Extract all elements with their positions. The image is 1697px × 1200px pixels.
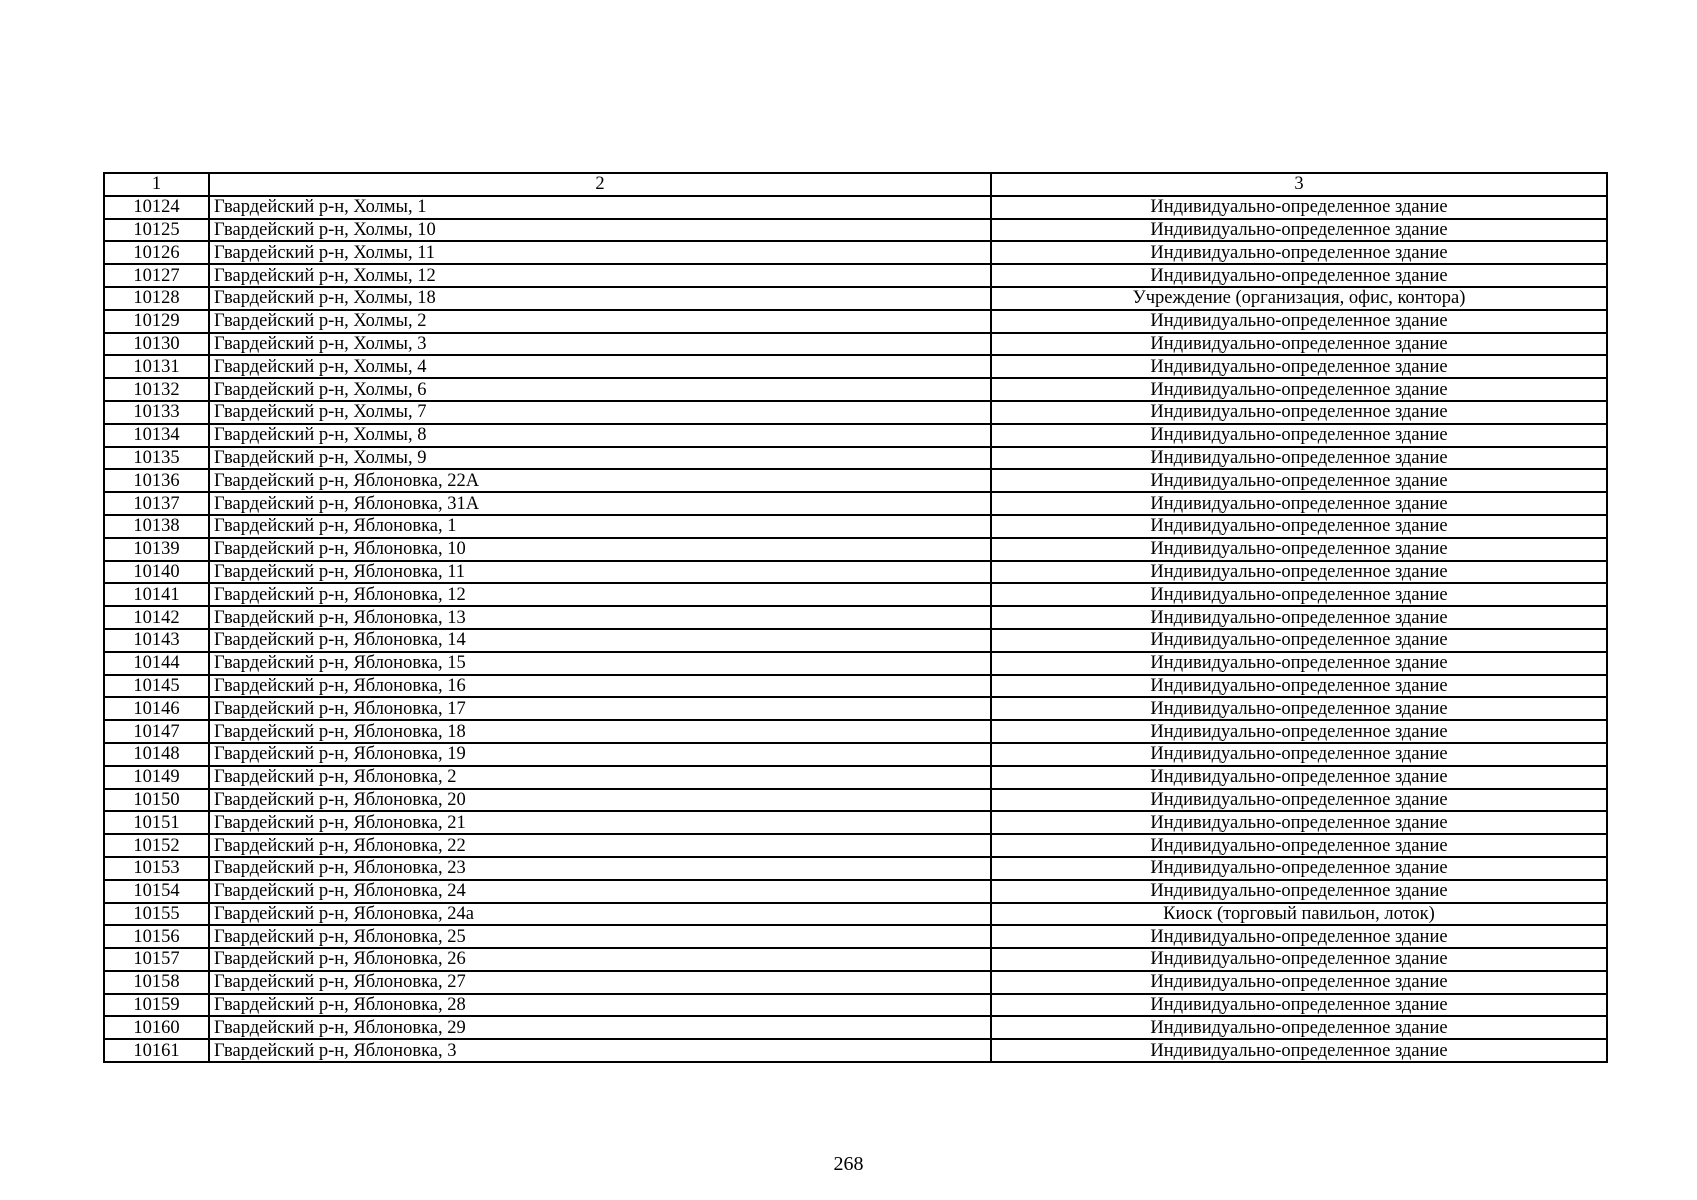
address-cell: Гвардейский р-н, Яблоновка, 3 (209, 1039, 991, 1062)
row-number-cell: 10124 (104, 196, 209, 219)
table-row (104, 1016, 1607, 1039)
table-row (104, 241, 1607, 264)
table-row (104, 583, 1607, 606)
row-number-cell: 10127 (104, 264, 209, 287)
address-cell: Гвардейский р-н, Яблоновка, 22 (209, 834, 991, 857)
table-row (104, 629, 1607, 652)
object-type-cell: Индивидуально-определенное здание (991, 378, 1607, 401)
row-number-cell: 10153 (104, 857, 209, 880)
address-cell: Гвардейский р-н, Яблоновка, 10 (209, 538, 991, 561)
address-cell: Гвардейский р-н, Холмы, 4 (209, 355, 991, 378)
header-cell-address: 2 (209, 173, 991, 196)
object-type-cell: Индивидуально-определенное здание (991, 880, 1607, 903)
row-number-cell: 10152 (104, 834, 209, 857)
table-row (104, 538, 1607, 561)
object-type-cell: Индивидуально-определенное здание (991, 583, 1607, 606)
row-number-cell: 10126 (104, 241, 209, 264)
address-cell: Гвардейский р-н, Яблоновка, 28 (209, 994, 991, 1017)
address-cell: Гвардейский р-н, Яблоновка, 14 (209, 629, 991, 652)
address-cell: Гвардейский р-н, Яблоновка, 18 (209, 720, 991, 743)
row-number-cell: 10147 (104, 720, 209, 743)
row-number-cell: 10136 (104, 469, 209, 492)
object-type-cell: Индивидуально-определенное здание (991, 629, 1607, 652)
table-row (104, 447, 1607, 470)
address-cell: Гвардейский р-н, Холмы, 8 (209, 424, 991, 447)
table-row (104, 355, 1607, 378)
row-number-cell: 10132 (104, 378, 209, 401)
object-type-cell: Индивидуально-определенное здание (991, 925, 1607, 948)
table-row (104, 515, 1607, 538)
table-row (104, 925, 1607, 948)
table-row (104, 675, 1607, 698)
object-type-cell: Индивидуально-определенное здание (991, 401, 1607, 424)
object-type-cell: Индивидуально-определенное здание (991, 971, 1607, 994)
table-row (104, 697, 1607, 720)
row-number-cell: 10150 (104, 789, 209, 812)
object-type-cell: Индивидуально-определенное здание (991, 310, 1607, 333)
row-number-cell: 10131 (104, 355, 209, 378)
object-type-cell: Индивидуально-определенное здание (991, 675, 1607, 698)
row-number-cell: 10137 (104, 492, 209, 515)
object-type-cell: Индивидуально-определенное здание (991, 196, 1607, 219)
table-header-row (104, 173, 1607, 196)
address-cell: Гвардейский р-н, Холмы, 18 (209, 287, 991, 310)
table-row (104, 652, 1607, 675)
row-number-cell: 10154 (104, 880, 209, 903)
object-type-cell: Индивидуально-определенное здание (991, 241, 1607, 264)
object-type-cell: Индивидуально-определенное здание (991, 743, 1607, 766)
table-row (104, 606, 1607, 629)
address-cell: Гвардейский р-н, Яблоновка, 31А (209, 492, 991, 515)
object-type-cell: Индивидуально-определенное здание (991, 333, 1607, 356)
address-cell: Гвардейский р-н, Яблоновка, 12 (209, 583, 991, 606)
table-row (104, 219, 1607, 242)
row-number-cell: 10149 (104, 766, 209, 789)
row-number-cell: 10133 (104, 401, 209, 424)
table-row (104, 880, 1607, 903)
header-cell-type: 3 (991, 173, 1607, 196)
address-table (103, 172, 1608, 1063)
object-type-cell: Индивидуально-определенное здание (991, 606, 1607, 629)
address-cell: Гвардейский р-н, Яблоновка, 20 (209, 789, 991, 812)
object-type-cell: Индивидуально-определенное здание (991, 994, 1607, 1017)
object-type-cell: Индивидуально-определенное здание (991, 948, 1607, 971)
address-cell: Гвардейский р-н, Яблоновка, 22А (209, 469, 991, 492)
address-cell: Гвардейский р-н, Холмы, 9 (209, 447, 991, 470)
header-cell-number: 1 (104, 173, 209, 196)
row-number-cell: 10139 (104, 538, 209, 561)
table-row (104, 378, 1607, 401)
row-number-cell: 10142 (104, 606, 209, 629)
address-cell: Гвардейский р-н, Яблоновка, 17 (209, 697, 991, 720)
row-number-cell: 10135 (104, 447, 209, 470)
address-cell: Гвардейский р-н, Яблоновка, 2 (209, 766, 991, 789)
table-row (104, 469, 1607, 492)
row-number-cell: 10129 (104, 310, 209, 333)
object-type-cell: Индивидуально-определенное здание (991, 469, 1607, 492)
row-number-cell: 10145 (104, 675, 209, 698)
object-type-cell: Индивидуально-определенное здание (991, 720, 1607, 743)
address-cell: Гвардейский р-н, Яблоновка, 19 (209, 743, 991, 766)
table-row (104, 492, 1607, 515)
table-row (104, 903, 1607, 926)
row-number-cell: 10157 (104, 948, 209, 971)
object-type-cell: Индивидуально-определенное здание (991, 834, 1607, 857)
object-type-cell: Индивидуально-определенное здание (991, 697, 1607, 720)
table-row (104, 789, 1607, 812)
address-cell: Гвардейский р-н, Холмы, 6 (209, 378, 991, 401)
address-cell: Гвардейский р-н, Яблоновка, 29 (209, 1016, 991, 1039)
table-row (104, 948, 1607, 971)
address-cell: Гвардейский р-н, Яблоновка, 11 (209, 561, 991, 584)
table-row (104, 811, 1607, 834)
object-type-cell: Индивидуально-определенное здание (991, 264, 1607, 287)
address-cell: Гвардейский р-н, Холмы, 10 (209, 219, 991, 242)
row-number-cell: 10160 (104, 1016, 209, 1039)
row-number-cell: 10146 (104, 697, 209, 720)
address-cell: Гвардейский р-н, Холмы, 3 (209, 333, 991, 356)
address-cell: Гвардейский р-н, Яблоновка, 16 (209, 675, 991, 698)
table-row (104, 834, 1607, 857)
row-number-cell: 10143 (104, 629, 209, 652)
address-cell: Гвардейский р-н, Холмы, 2 (209, 310, 991, 333)
row-number-cell: 10141 (104, 583, 209, 606)
object-type-cell: Индивидуально-определенное здание (991, 1016, 1607, 1039)
table-row (104, 720, 1607, 743)
row-number-cell: 10128 (104, 287, 209, 310)
row-number-cell: 10158 (104, 971, 209, 994)
object-type-cell: Учреждение (организация, офис, контора) (991, 287, 1607, 310)
row-number-cell: 10155 (104, 903, 209, 926)
row-number-cell: 10159 (104, 994, 209, 1017)
address-cell: Гвардейский р-н, Яблоновка, 1 (209, 515, 991, 538)
address-cell: Гвардейский р-н, Яблоновка, 26 (209, 948, 991, 971)
row-number-cell: 10161 (104, 1039, 209, 1062)
object-type-cell: Индивидуально-определенное здание (991, 447, 1607, 470)
address-table-body (104, 173, 1607, 1062)
address-cell: Гвардейский р-н, Яблоновка, 27 (209, 971, 991, 994)
table-row (104, 264, 1607, 287)
table-row (104, 994, 1607, 1017)
row-number-cell: 10140 (104, 561, 209, 584)
address-cell: Гвардейский р-н, Яблоновка, 25 (209, 925, 991, 948)
table-row (104, 287, 1607, 310)
address-cell: Гвардейский р-н, Яблоновка, 24 (209, 880, 991, 903)
address-cell: Гвардейский р-н, Яблоновка, 21 (209, 811, 991, 834)
table-row (104, 857, 1607, 880)
row-number-cell: 10148 (104, 743, 209, 766)
object-type-cell: Индивидуально-определенное здание (991, 492, 1607, 515)
address-cell: Гвардейский р-н, Холмы, 12 (209, 264, 991, 287)
address-cell: Гвардейский р-н, Холмы, 1 (209, 196, 991, 219)
table-row (104, 196, 1607, 219)
object-type-cell: Индивидуально-определенное здание (991, 789, 1607, 812)
address-cell: Гвардейский р-н, Яблоновка, 23 (209, 857, 991, 880)
address-cell: Гвардейский р-н, Холмы, 7 (209, 401, 991, 424)
table-row (104, 333, 1607, 356)
object-type-cell: Индивидуально-определенное здание (991, 219, 1607, 242)
row-number-cell: 10134 (104, 424, 209, 447)
row-number-cell: 10151 (104, 811, 209, 834)
page-number: 268 (833, 1153, 864, 1175)
row-number-cell: 10125 (104, 219, 209, 242)
object-type-cell: Индивидуально-определенное здание (991, 538, 1607, 561)
row-number-cell: 10130 (104, 333, 209, 356)
object-type-cell: Индивидуально-определенное здание (991, 515, 1607, 538)
address-cell: Гвардейский р-н, Холмы, 11 (209, 241, 991, 264)
table-row (104, 424, 1607, 447)
object-type-cell: Индивидуально-определенное здание (991, 355, 1607, 378)
address-cell: Гвардейский р-н, Яблоновка, 15 (209, 652, 991, 675)
object-type-cell: Киоск (торговый павильон, лоток) (991, 903, 1607, 926)
row-number-cell: 10144 (104, 652, 209, 675)
row-number-cell: 10138 (104, 515, 209, 538)
object-type-cell: Индивидуально-определенное здание (991, 766, 1607, 789)
object-type-cell: Индивидуально-определенное здание (991, 652, 1607, 675)
object-type-cell: Индивидуально-определенное здание (991, 811, 1607, 834)
table-row (104, 766, 1607, 789)
address-cell: Гвардейский р-н, Яблоновка, 24а (209, 903, 991, 926)
table-row (104, 401, 1607, 424)
table-row (104, 561, 1607, 584)
table-row (104, 310, 1607, 333)
object-type-cell: Индивидуально-определенное здание (991, 561, 1607, 584)
object-type-cell: Индивидуально-определенное здание (991, 857, 1607, 880)
address-cell: Гвардейский р-н, Яблоновка, 13 (209, 606, 991, 629)
table-row (104, 743, 1607, 766)
row-number-cell: 10156 (104, 925, 209, 948)
table-row (104, 1039, 1607, 1062)
object-type-cell: Индивидуально-определенное здание (991, 1039, 1607, 1062)
table-row (104, 971, 1607, 994)
object-type-cell: Индивидуально-определенное здание (991, 424, 1607, 447)
